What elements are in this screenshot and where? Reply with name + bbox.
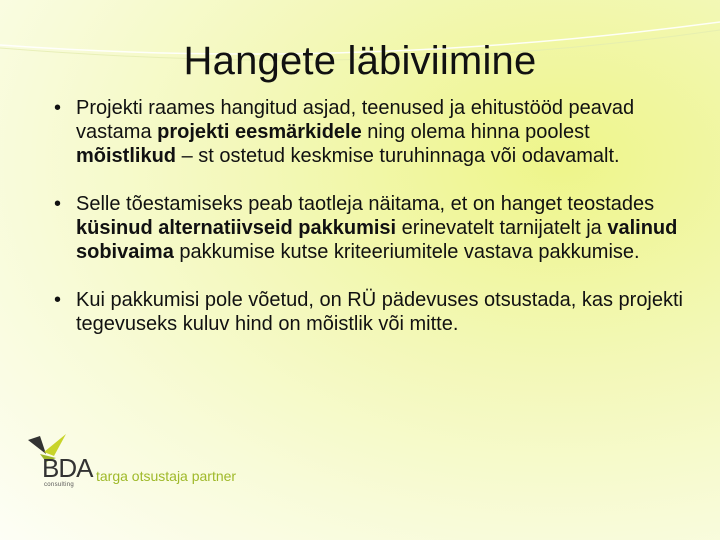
logo-subtext: consulting <box>44 482 75 488</box>
bullet-bold-segment: mõistlikud <box>76 145 177 167</box>
bullet-item <box>50 288 690 336</box>
bullet-item <box>50 96 690 168</box>
bullet-list <box>50 96 690 360</box>
bullet-text-segment: Projekti raames hangitud asjad, teenused ja ehitustööd peavad vastama <box>76 97 635 143</box>
bda-logo <box>26 432 236 496</box>
bullet-dot: • <box>54 97 62 119</box>
bullet-text-segment: Selle tõestamiseks peab taotleja näitama, et on hanget teostades <box>76 193 655 215</box>
bullet-dot: • <box>54 193 62 215</box>
bullet-item <box>50 192 690 264</box>
logo-tagline: targa otsustaja partner <box>96 468 237 484</box>
slide-title: Hangete läbiviimine <box>183 39 537 83</box>
bullet-text-segment: pakkumise kutse kriteeriumitele vastava pakkumise. <box>173 241 640 263</box>
bullet-dot: • <box>54 289 62 311</box>
logo-letters: BDA <box>42 453 93 483</box>
bullet-bold-segment: valinud sobivaima <box>76 217 678 263</box>
bullet-bold-segment: küsinud alternatiivseid pakkumisi <box>76 217 397 239</box>
bullet-text-segment: erinevatelt tarnijatelt ja <box>396 217 608 239</box>
bullet-bold-segment: projekti eesmärkidele <box>157 121 362 143</box>
bullet-text-segment: ning olema hinna poolest <box>361 121 590 143</box>
bullet-text-segment: – st ostetud keskmise turuhinnaga või odavamalt. <box>176 145 620 167</box>
bullet-text-segment: Kui pakkumisi pole võetud, on RÜ pädevuses otsustada, kas projekti tegevuseks kuluv hind on mõistlik või mitte. <box>76 289 684 335</box>
